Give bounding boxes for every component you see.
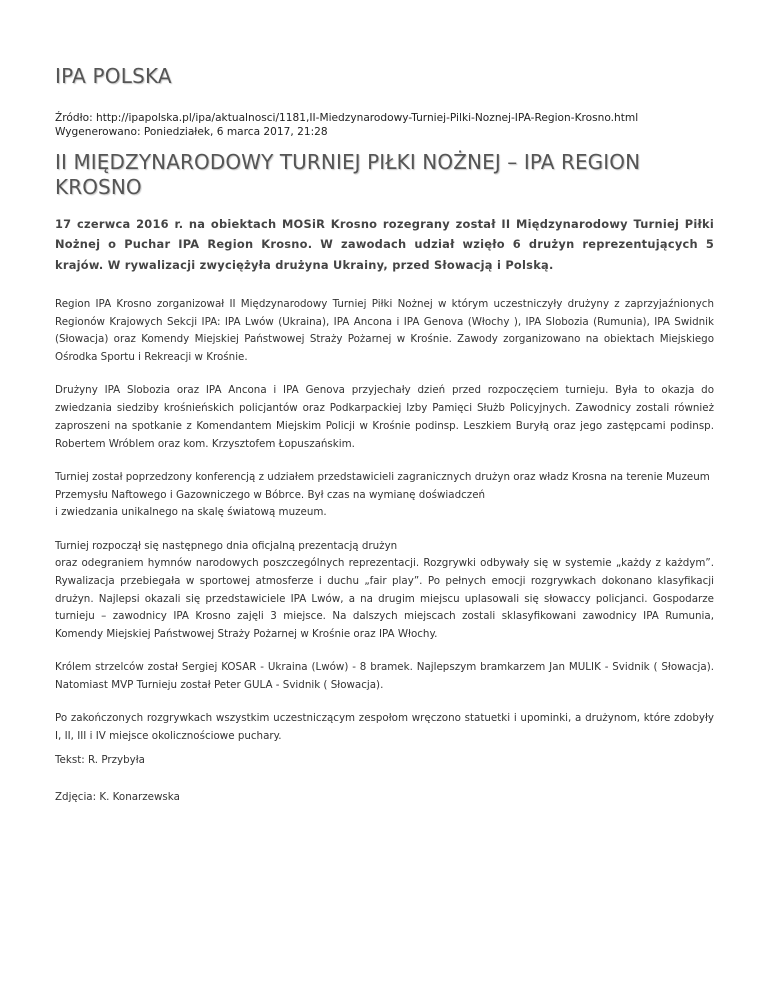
paragraph-4 <box>55 538 714 644</box>
paragraph-2: Drużyny IPA Slobozia oraz IPA Ancona i IPA Genova przyjechały dzień przed rozpoczęciem turnieju. Była to okazja do zwiedzania siedziby krośnieńskich policjantów oraz Podkarpackiej Izby Pamięci Służb Policyjnych. Zawodnicy zostali również zaproszeni na spotkanie z Komendantem Miejskim Policji w Krośnie podinsp. Leszkiem Buryłą oraz jego zastępcami podinsp. Robertem Wróblem oraz kom. Krzysztofem Łopuszańskim. <box>55 384 714 450</box>
paragraph-3-line-1: Turniej został poprzedzony konferencją z udziałem przedstawicieli zagranicznych drużyn oraz władz Krosna na terenie Muzeum Przemysłu Naftowego i Gazowniczego w Bóbrce. Był czas na wymianę doświadczeń <box>55 470 710 501</box>
generated-date: Wygenerowano: Poniedziałek, 6 marca 2017, 21:28 <box>55 126 328 138</box>
site-title: IPA POLSKA <box>55 64 172 88</box>
paragraph-1: Region IPA Krosno zorganizował II Międzynarodowy Turniej Piłki Nożnej w którym uczestniczyły drużyny z zaprzyjaźnionych Regionów Krajowych Sekcji IPA: IPA Lwów (Ukraina), IPA Ancona i IPA Genova (Włochy ), IPA Slobozia (Rumunia), IPA Swidnik (Słowacja) oraz Komendy Miejskiej Państwowej Straży Pożarnej w Krośnie. Zawody zorganizowano na obiektach Miejskiego Ośrodka Sportu i Rekreacji w Krośnie. <box>55 298 714 364</box>
paragraph-6: Po zakończonych rozgrywkach wszystkim uczestniczącym zespołom wręczono statuetki i upominki, a drużynom, które zdobyły I, II, III i IV miejsce okolicznościowe puchary. <box>55 712 714 743</box>
paragraph-4-line-1: Turniej rozpoczął się następnego dnia oficjalną prezentacją drużyn <box>55 539 398 552</box>
article-lead: 17 czerwca 2016 r. na obiektach MOSiR Krosno rozegrany został II Międzynarodowy Turniej Piłki Nożnej o Puchar IPA Region Krosno. W zawodach udział wzięło 6 drużyn reprezentujących 5 krajów. W rywalizacji zwyciężyła drużyna Ukrainy, przed Słowacją i Polską. <box>55 217 714 272</box>
photo-credit: Zdjęcia: K. Konarzewska <box>55 790 180 803</box>
document-meta <box>55 111 638 139</box>
author-credit: Tekst: R. Przybyła <box>55 754 145 766</box>
paragraph-3-line-2: i zwiedzania unikalnego na skalę światową muzeum. <box>55 506 327 519</box>
source-url: Źródło: http://ipapolska.pl/ipa/aktualnosci/1181,II-Miedzynarodowy-Turniej-Pilki-Noznej-IPA-Region-Krosno.html <box>55 112 639 124</box>
article-credits <box>55 752 180 825</box>
paragraph-5: Królem strzelców został Sergiej KOSAR - Ukraina (Lwów) - 8 bramek. Najlepszym bramkarzem Jan MULIK - Svidnik ( Słowacja). Natomiast MVP Turnieju został Peter GULA - Svidnik ( Słowacja). <box>55 661 714 692</box>
article-title: II MIĘDZYNARODOWY TURNIEJ PIŁKI NOŻNEJ – IPA REGION KROSNO <box>55 150 641 199</box>
article-body <box>55 296 714 761</box>
paragraph-4-line-2: oraz odegraniem hymnów narodowych poszczególnych reprezentacji. Rozgrywki odbywały się w systemie „każdy z każdym”. Rywalizacja przebiegała w sportowej atmosferze i duchu „fair play”. Po pełnych emocji rozgrywkach dokonano klasyfikacji drużyn. Najlepsi okazali się przedstawiciele IPA Lwów, a na drugim miejscu uplasowali się słowaccy policjanci. Gospodarze turnieju – zawodnicy IPA Krosno zajęli 3 miejsce. Na dalszych miejscach zostali sklasyfikowani zawodnicy IPA Rumunia, Komendy Miejskiej Państwowej Straży Pożarnej w Krośnie oraz IPA Włochy. <box>55 557 714 641</box>
paragraph-3 <box>55 469 714 522</box>
